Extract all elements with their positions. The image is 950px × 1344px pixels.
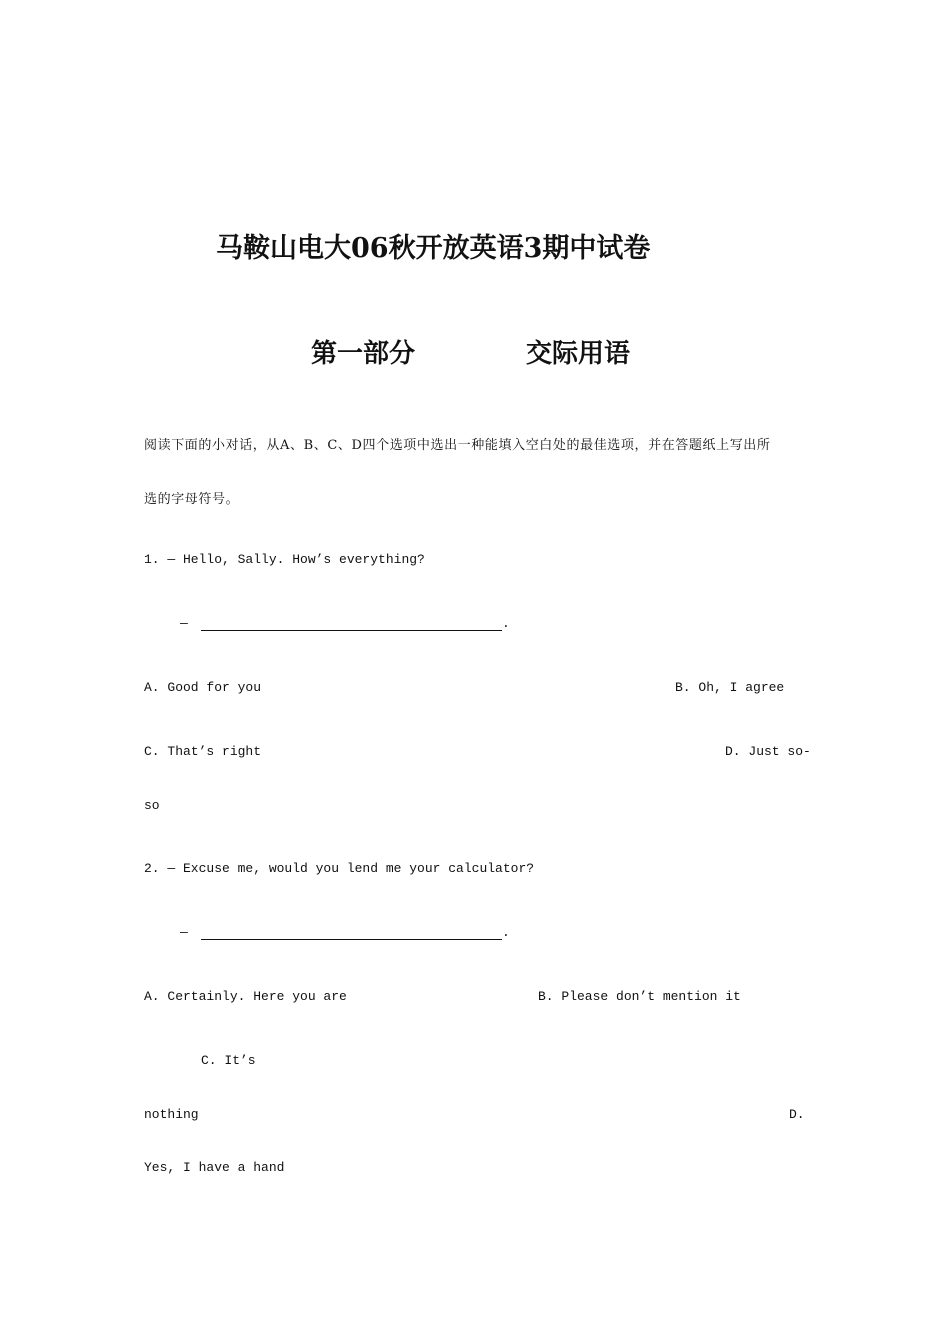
question-1-option-c: C. That’s right <box>144 744 262 759</box>
instructions-line-1: 阅读下面的小对话，从A、B、C、D四个选项中选出一种能填入空白处的最佳选项，并在答题纸上写出所 <box>144 438 771 453</box>
section-part: 第一部分 <box>311 339 416 369</box>
question-2-answer-dash: — <box>180 925 188 940</box>
question-2-answer-blank <box>201 939 502 940</box>
question-1-answer-dash: — <box>180 616 188 631</box>
question-2-option-b: B. Please don’t mention it <box>538 989 741 1004</box>
section-name: 交际用语 <box>526 339 631 369</box>
question-1-answer-blank <box>201 630 502 631</box>
question-1-option-d: D. Just so- <box>725 744 811 759</box>
question-1-prompt: 1. — Hello, Sally. How’s everything? <box>144 552 425 567</box>
question-2-answer-end: . <box>502 925 510 940</box>
question-1-option-b: B. Oh, I agree <box>675 680 785 695</box>
question-2-option-d-cont: Yes, I have a hand <box>144 1160 285 1175</box>
question-1-answer-end: . <box>502 616 510 631</box>
question-2-option-d: D. <box>789 1107 805 1122</box>
question-2-option-c: C. It’s <box>201 1053 256 1068</box>
question-2-prompt: 2. — Excuse me, would you lend me your calculator? <box>144 861 535 876</box>
question-1-option-d-cont: so <box>144 798 160 813</box>
question-1-option-a: A. Good for you <box>144 680 262 695</box>
page-title: 马鞍山电大06秋开放英语3期中试卷 <box>216 233 651 264</box>
instructions-line-2: 选的字母符号。 <box>144 492 240 507</box>
question-2-option-c-cont: nothing <box>144 1107 199 1122</box>
question-2-option-a: A. Certainly. Here you are <box>144 989 347 1004</box>
